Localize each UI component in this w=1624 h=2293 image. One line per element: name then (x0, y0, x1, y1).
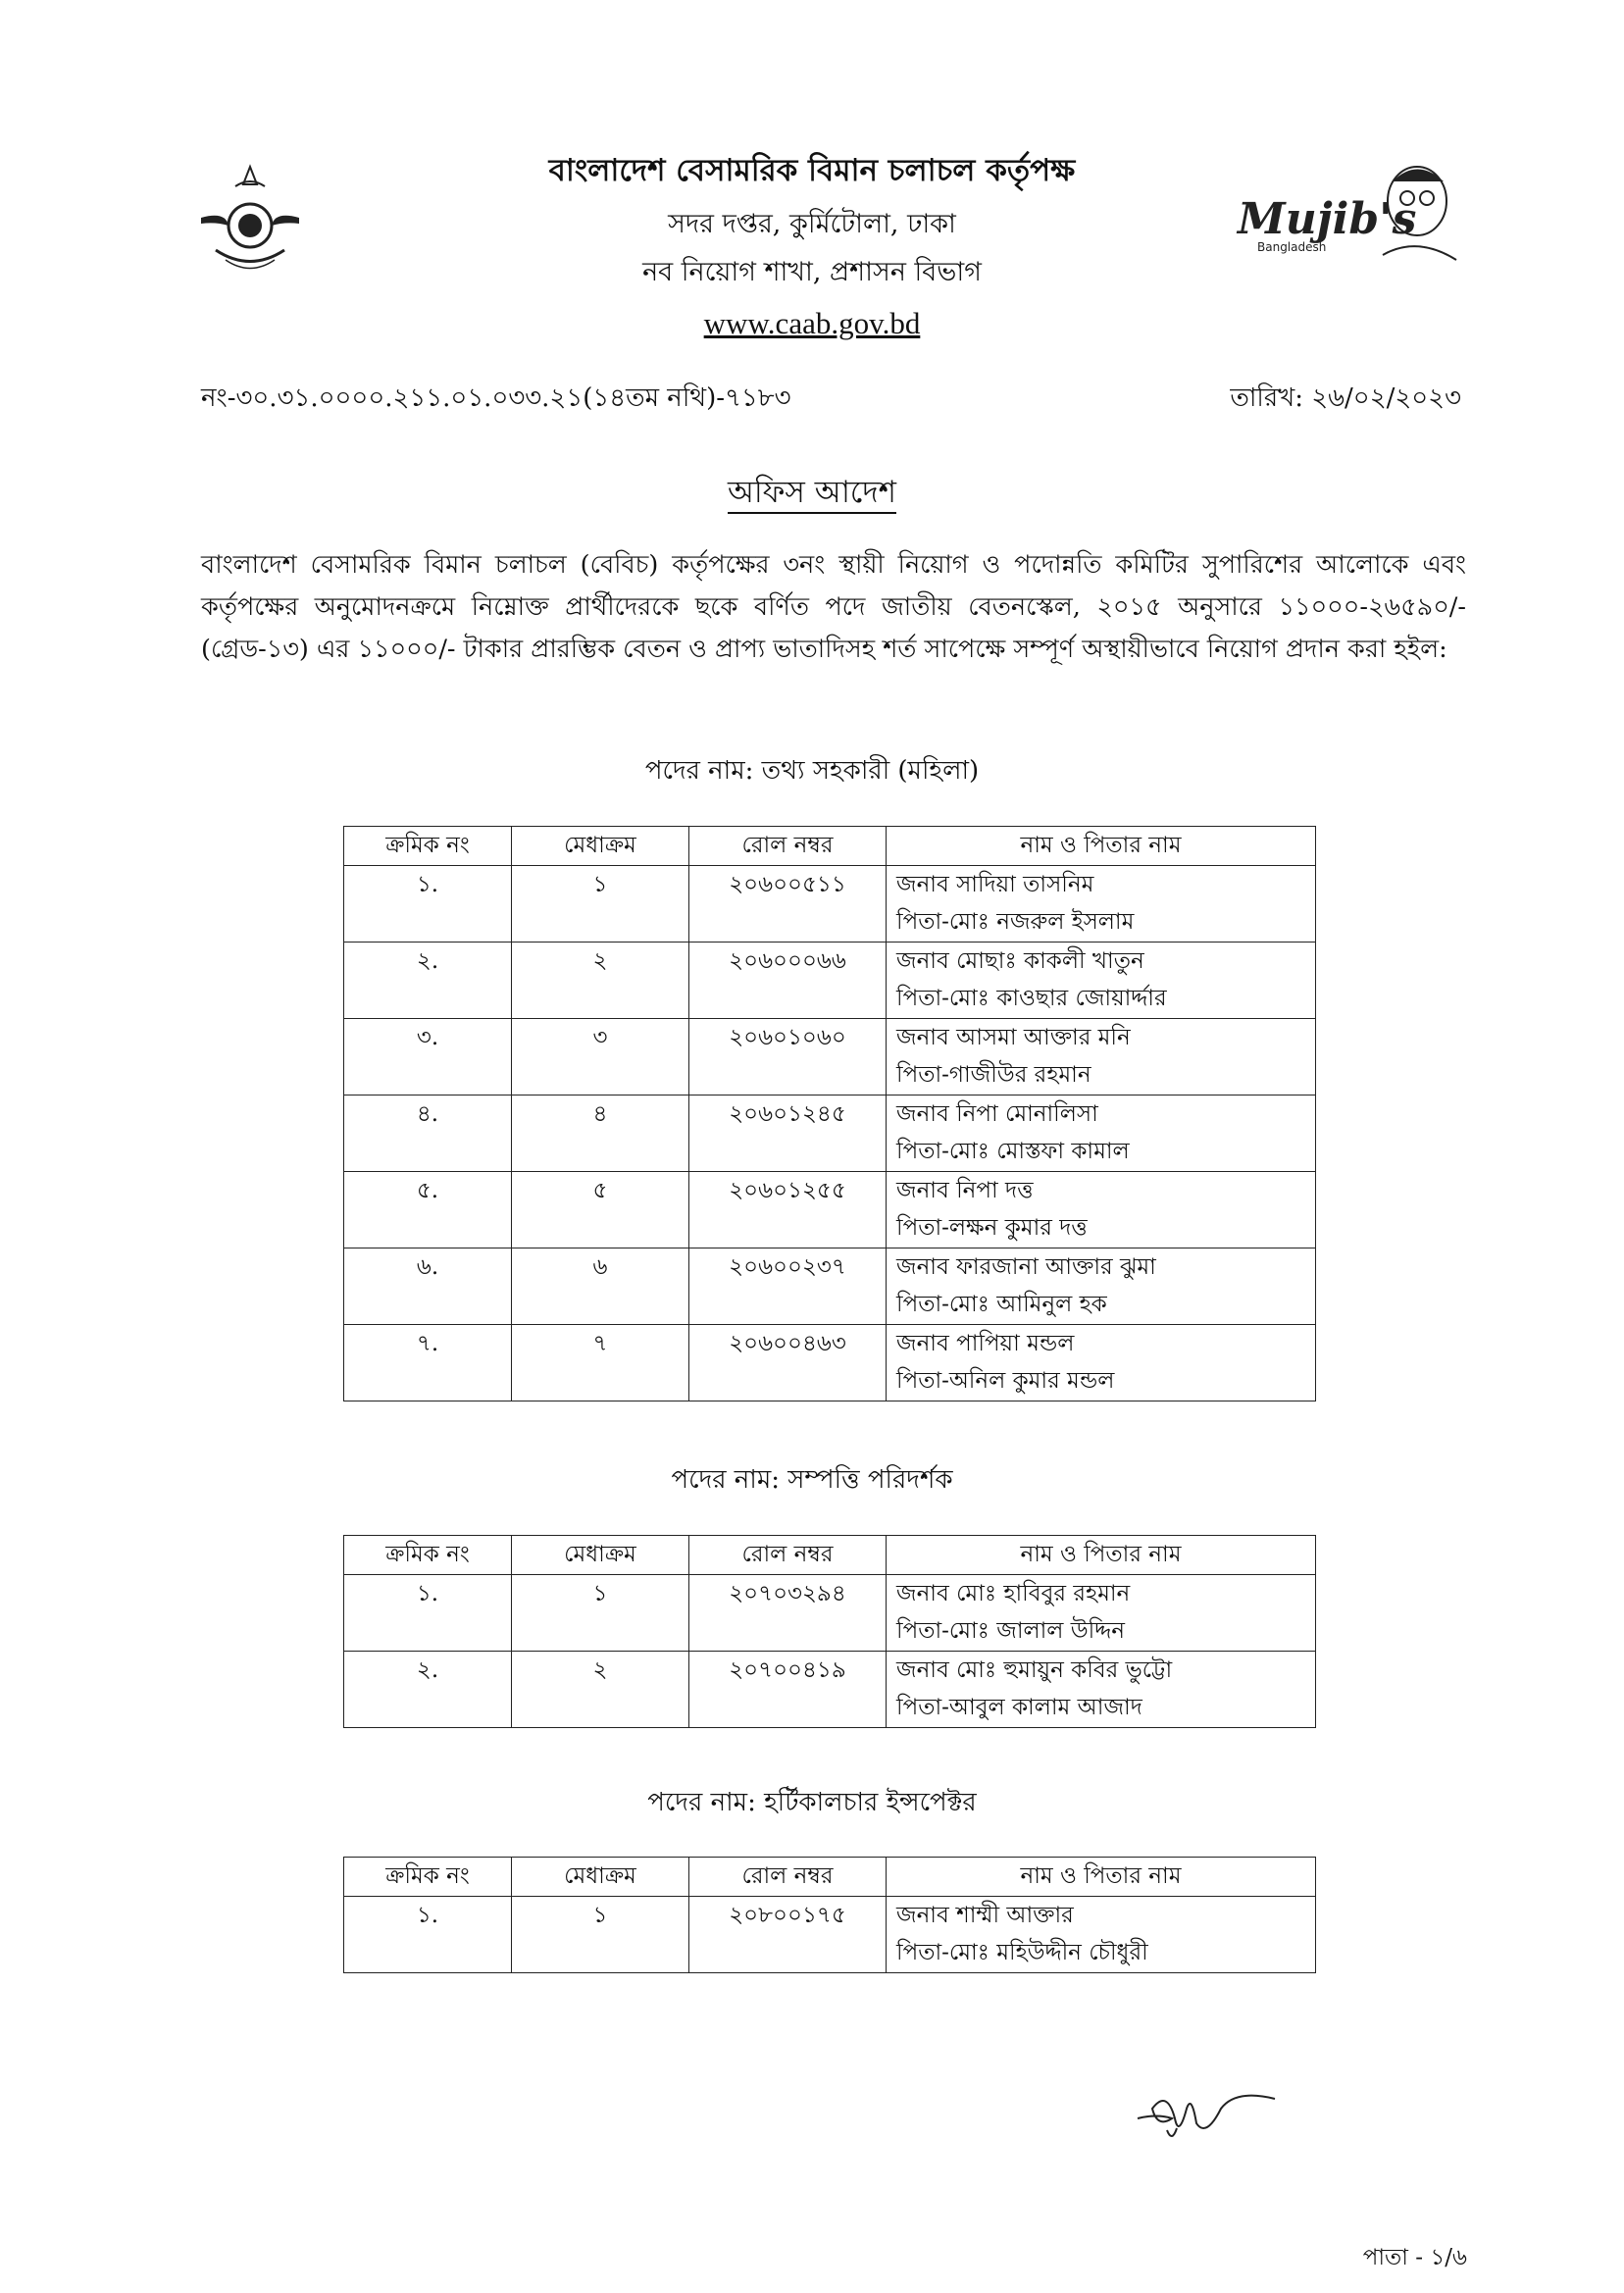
candidate-table (343, 1857, 1316, 1973)
candidate-name: জনাব মোঃ হুমায়ুন কবির ভুট্টো (896, 1657, 1173, 1683)
table-header-row (344, 1536, 1316, 1575)
table-header-row (344, 1858, 1316, 1897)
candidate-table (343, 1535, 1316, 1728)
candidate-name: জনাব শাম্মী আক্তার (896, 1903, 1074, 1928)
candidate-name: জনাব নিপা মোনালিসা (896, 1101, 1098, 1127)
column-header: মেধাক্রম (512, 827, 689, 866)
table-row (344, 1172, 1316, 1248)
column-header: নাম ও পিতার নাম (887, 1536, 1316, 1575)
section-name: নব নিয়োগ শাখা, প্রশাসন বিভাগ (642, 257, 982, 287)
merit-cell: ১ (512, 1575, 689, 1652)
name-cell (887, 866, 1316, 943)
father-name: পিতা-মোঃ আমিনুল হক (896, 1292, 1107, 1317)
merit-cell: ১ (512, 1897, 689, 1973)
roll-cell: ২০৬০০২৩৭ (689, 1248, 887, 1325)
merit-cell: ২ (512, 1652, 689, 1728)
table-row (344, 1325, 1316, 1401)
document-title: অফিস আদেশ (0, 469, 1624, 520)
post-title: পদের নাম: তথ্য সহকারী (মহিলা) (644, 756, 980, 786)
address: সদর দপ্তর, কুর্মিটোলা, ঢাকা (668, 209, 956, 239)
serial-cell: ৫. (344, 1172, 512, 1248)
serial-cell: ৬. (344, 1248, 512, 1325)
name-cell (887, 1172, 1316, 1248)
column-header: রোল নম্বর (689, 1858, 887, 1897)
column-header: মেধাক্রম (512, 1536, 689, 1575)
roll-cell: ২০৭০০৪১৯ (689, 1652, 887, 1728)
column-header: রোল নম্বর (689, 827, 887, 866)
organization-name: বাংলাদেশ বেসামরিক বিমান চলাচল কর্তৃপক্ষ (548, 153, 1076, 188)
candidate-name: জনাব মোছাঃ কাকলী খাতুন (896, 948, 1144, 974)
candidate-name: জনাব মোঃ হাবিবুর রহমান (896, 1581, 1131, 1606)
father-name: পিতা-মোঃ নজরুল ইসলাম (896, 909, 1135, 935)
name-cell (887, 1096, 1316, 1172)
table-row (344, 866, 1316, 943)
father-name: পিতা-আবুল কালাম আজাদ (896, 1695, 1142, 1720)
candidate-name: জনাব নিপা দত্ত (896, 1178, 1034, 1203)
roll-cell: ২০৬০১২৪৫ (689, 1096, 887, 1172)
table-header-row (344, 827, 1316, 866)
candidate-name: জনাব আসমা আক্তার মনি (896, 1025, 1131, 1050)
page-number: পাতা - ১/৬ (1362, 2245, 1467, 2270)
column-header: ক্রমিক নং (344, 1536, 512, 1575)
signature (1128, 2069, 1285, 2158)
letterhead (0, 147, 1624, 341)
roll-cell: ২০৬০১২৫৫ (689, 1172, 887, 1248)
roll-cell: ২০৮০০১৭৫ (689, 1897, 887, 1973)
candidate-name: জনাব ফারজানা আক্তার ঝুমা (896, 1254, 1156, 1280)
name-cell (887, 1897, 1316, 1973)
serial-cell: ১. (344, 1575, 512, 1652)
table-row (344, 1096, 1316, 1172)
candidate-name: জনাব পাপিয়া মন্ডল (896, 1331, 1075, 1356)
merit-cell: ৫ (512, 1172, 689, 1248)
website-link[interactable]: www.caab.gov.bd (703, 306, 921, 340)
column-header: নাম ও পিতার নাম (887, 827, 1316, 866)
father-name: পিতা-মোঃ মহিউদ্দীন চৌধুরী (896, 1940, 1148, 1965)
post-title: পদের নাম: সম্পত্তি পরিদর্শক (671, 1465, 953, 1495)
table-row (344, 943, 1316, 1019)
table-row (344, 1019, 1316, 1096)
issue-date: তারিখ: ২৬/০২/২০২৩ (1230, 383, 1461, 413)
roll-cell: ২০৬০০০৬৬ (689, 943, 887, 1019)
svg-text:Mujib's: Mujib's (1238, 194, 1417, 244)
name-cell (887, 1248, 1316, 1325)
merit-cell: ১ (512, 866, 689, 943)
name-cell (887, 1325, 1316, 1401)
name-cell (887, 1019, 1316, 1096)
roll-cell: ২০৬০০৪৬৩ (689, 1325, 887, 1401)
svg-text:Bangladesh: Bangladesh (1257, 240, 1327, 254)
serial-cell: ২. (344, 943, 512, 1019)
father-name: পিতা-মোঃ মোস্তফা কামাল (896, 1139, 1130, 1164)
serial-cell: ৪. (344, 1096, 512, 1172)
merit-cell: ৪ (512, 1096, 689, 1172)
column-header: ক্রমিক নং (344, 827, 512, 866)
father-name: পিতা-মোঃ কাওছার জোয়ার্দ্দার (896, 986, 1167, 1011)
serial-cell: ২. (344, 1652, 512, 1728)
merit-cell: ৩ (512, 1019, 689, 1096)
table-row (344, 1248, 1316, 1325)
merit-cell: ২ (512, 943, 689, 1019)
roll-cell: ২০৭০৩২৯৪ (689, 1575, 887, 1652)
candidate-name: জনাব সাদিয়া তাসনিম (896, 872, 1094, 897)
father-name: পিতা-লক্ষন কুমার দত্ত (896, 1215, 1088, 1241)
table-row (344, 1575, 1316, 1652)
roll-cell: ২০৬০১০৬০ (689, 1019, 887, 1096)
column-header: ক্রমিক নং (344, 1858, 512, 1897)
roll-cell: ২০৬০০৫১১ (689, 866, 887, 943)
column-header: নাম ও পিতার নাম (887, 1858, 1316, 1897)
name-cell (887, 1652, 1316, 1728)
table-row (344, 1897, 1316, 1973)
father-name: পিতা-অনিল কুমার মন্ডল (896, 1368, 1115, 1394)
merit-cell: ৭ (512, 1325, 689, 1401)
merit-cell: ৬ (512, 1248, 689, 1325)
name-cell (887, 943, 1316, 1019)
column-header: রোল নম্বর (689, 1536, 887, 1575)
reference-number: নং-৩০.৩১.০০০০.২১১.০১.০৩৩.২১(১৪তম নথি)-৭১৮৩ (201, 383, 791, 413)
serial-cell: ১. (344, 1897, 512, 1973)
column-header: মেধাক্রম (512, 1858, 689, 1897)
serial-cell: ৭. (344, 1325, 512, 1401)
post-title: পদের নাম: হর্টিকালচার ইন্সপেক্টর (647, 1788, 977, 1817)
candidate-table (343, 826, 1316, 1401)
serial-cell: ১. (344, 866, 512, 943)
serial-cell: ৩. (344, 1019, 512, 1096)
father-name: পিতা-মোঃ জালাল উদ্দিন (896, 1618, 1125, 1644)
table-row (344, 1652, 1316, 1728)
order-body: বাংলাদেশ বেসামরিক বিমান চলাচল (বেবিচ) কর্তৃপক্ষের ৩নং স্থায়ী নিয়োগ ও পদোন্নতি কমিটির সুপারিশের আলোকে এবং কর্তৃপক্ষের অনুমোদনক্রমে নিম্নোক্ত প্রার্থীদেরকে ছকে বর্ণিত পদে জাতীয় বেতনস্কেল, ২০১৫ অনুসারে ১১০০০-২৬৫৯০/- (গ্রেড-১৩) এর ১১০০০/- টাকার প্রারম্ভিক বেতন ও প্রাপ্য ভাতাদিসহ শর্ত সাপেক্ষে সম্পূর্ণ অস্থায়ীভাবে নিয়োগ প্রদান করা হইল: (201, 550, 1466, 664)
father-name: পিতা-গাজীউর রহমান (896, 1062, 1091, 1088)
name-cell (887, 1575, 1316, 1652)
